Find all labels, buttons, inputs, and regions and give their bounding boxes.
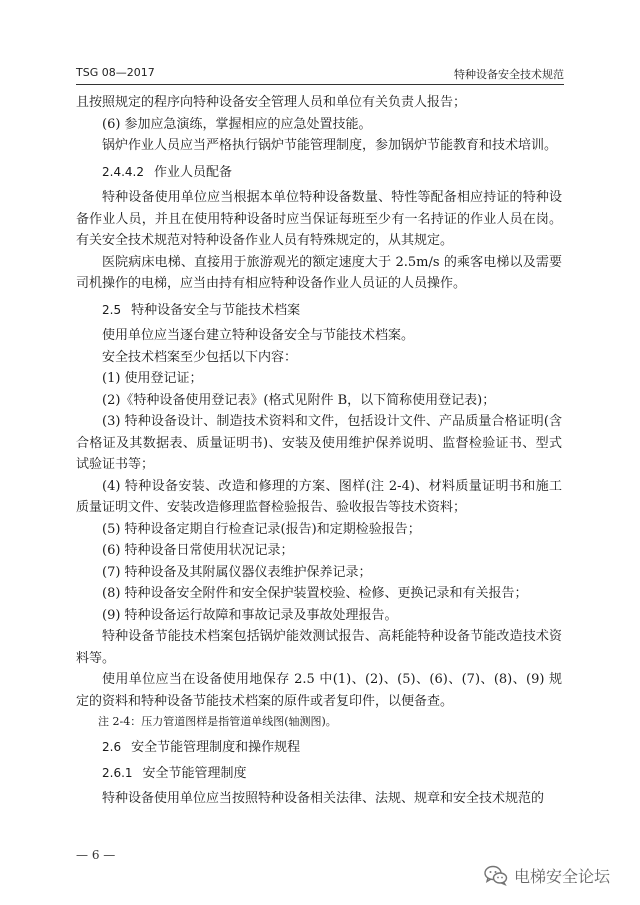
section-number: 2.6 [102,740,122,754]
standard-code: TSG 08—2017 [76,66,155,79]
list-item: (3) 特种设备设计、制造技术资料和文件，包括设计文件、产品质量合格证明(含合格证及其数据表、质量证明书)、安装及使用维护保养说明、监督检验证书、型式试验证书等； [76,414,562,472]
paragraph: 使用单位应当逐台建立特种设备安全与节能技术档案。 [102,328,415,343]
footnote: 注 2-4：压力管道图样是指管道单线图(轴测图)。 [98,715,337,728]
list-item: (1) 使用登记证； [102,371,203,386]
list-item: (8) 特种设备安全附件和安全保护装置校验、检修、更换记录和有关报告； [102,586,528,601]
section-heading-2442 [76,162,562,184]
list-item: (6) 特种设备日常使用状况记录； [102,543,294,558]
paragraph: 锅炉作业人员应当严格执行锅炉节能管理制度，参加锅炉节能教育和技术培训。 [102,138,558,153]
section-heading-26 [76,737,562,759]
section-number: 2.5 [102,302,122,317]
paragraph: 安全技术档案至少包括以下内容： [102,349,298,365]
header-rule [76,84,564,85]
section-heading-261 [76,763,562,785]
watermark-text: 电梯安全论坛 [513,866,610,886]
paragraph: 特种设备节能技术档案包括锅炉能效测试报告、高耗能特种设备节能改造技术资料等。 [76,629,562,666]
document-body [76,92,562,810]
section-title: 作业人员配备 [153,164,232,180]
paragraph: 使用单位应当在设备使用地保存 2.5 中(1)、(2)、(5)、(6)、(7)、(8)、(9) 规定的资料和特种设备节能技术档案的原件或者复印件，以便备查。 [76,672,562,709]
paragraph: 医院病床电梯、直接用于旅游观光的额定速度大于 2.5m/s 的乘客电梯以及需要司机操作的电梯，应当由持有相应特种设备作业人员证的人员操作。 [76,254,562,291]
section-title: 安全节能管理制度 [142,765,247,781]
header-title: 特种设备安全技术规范 [454,68,564,81]
section-number: 2.6.1 [102,765,133,780]
page-header [76,66,564,84]
list-item: (9) 特种设备运行故障和事故记录及事故处理报告。 [102,607,398,623]
section-heading-25 [76,300,562,322]
section-title: 特种设备安全与节能技术档案 [131,302,301,318]
paragraph: 且按照规定的程序向特种设备安全管理人员和单位有关负责人报告； [76,95,467,110]
page-number: — 6 — [76,848,116,862]
paragraph: 特种设备使用单位应当按照特种设备相关法律、法规、规章和安全技术规范的 [102,791,545,806]
watermark [484,862,610,888]
paragraph: 特种设备使用单位应当根据本单位特种设备数量、特性等配备相应持证的特种设备作业人员，并且在使用特种设备时应当保证每班至少有一名持证的作业人员在岗。有关安全技术规范对特种设备作业人员有特殊规定的，从其规定。 [76,190,562,248]
list-item: (4) 特种设备安装、改造和修理的方案、图样(注 2-4)、材料质量证明书和施工质量证明文件、安装改造修理监督检验报告、验收报告等技术资料； [76,478,562,515]
list-item: (5) 特种设备定期自行检查记录(报告)和定期检验报告； [102,521,421,537]
section-number: 2.4.4.2 [102,164,144,179]
list-item: (2)《特种设备使用登记表》(格式见附件 B，以下简称使用登记表)； [102,392,496,408]
wechat-icon [484,864,508,886]
paragraph: (6) 参加应急演练，掌握相应的应急处置技能。 [102,116,372,132]
section-title: 安全节能管理制度和操作规程 [131,740,301,755]
list-item: (7) 特种设备及其附属仪器仪表维护保养记录； [102,564,372,580]
